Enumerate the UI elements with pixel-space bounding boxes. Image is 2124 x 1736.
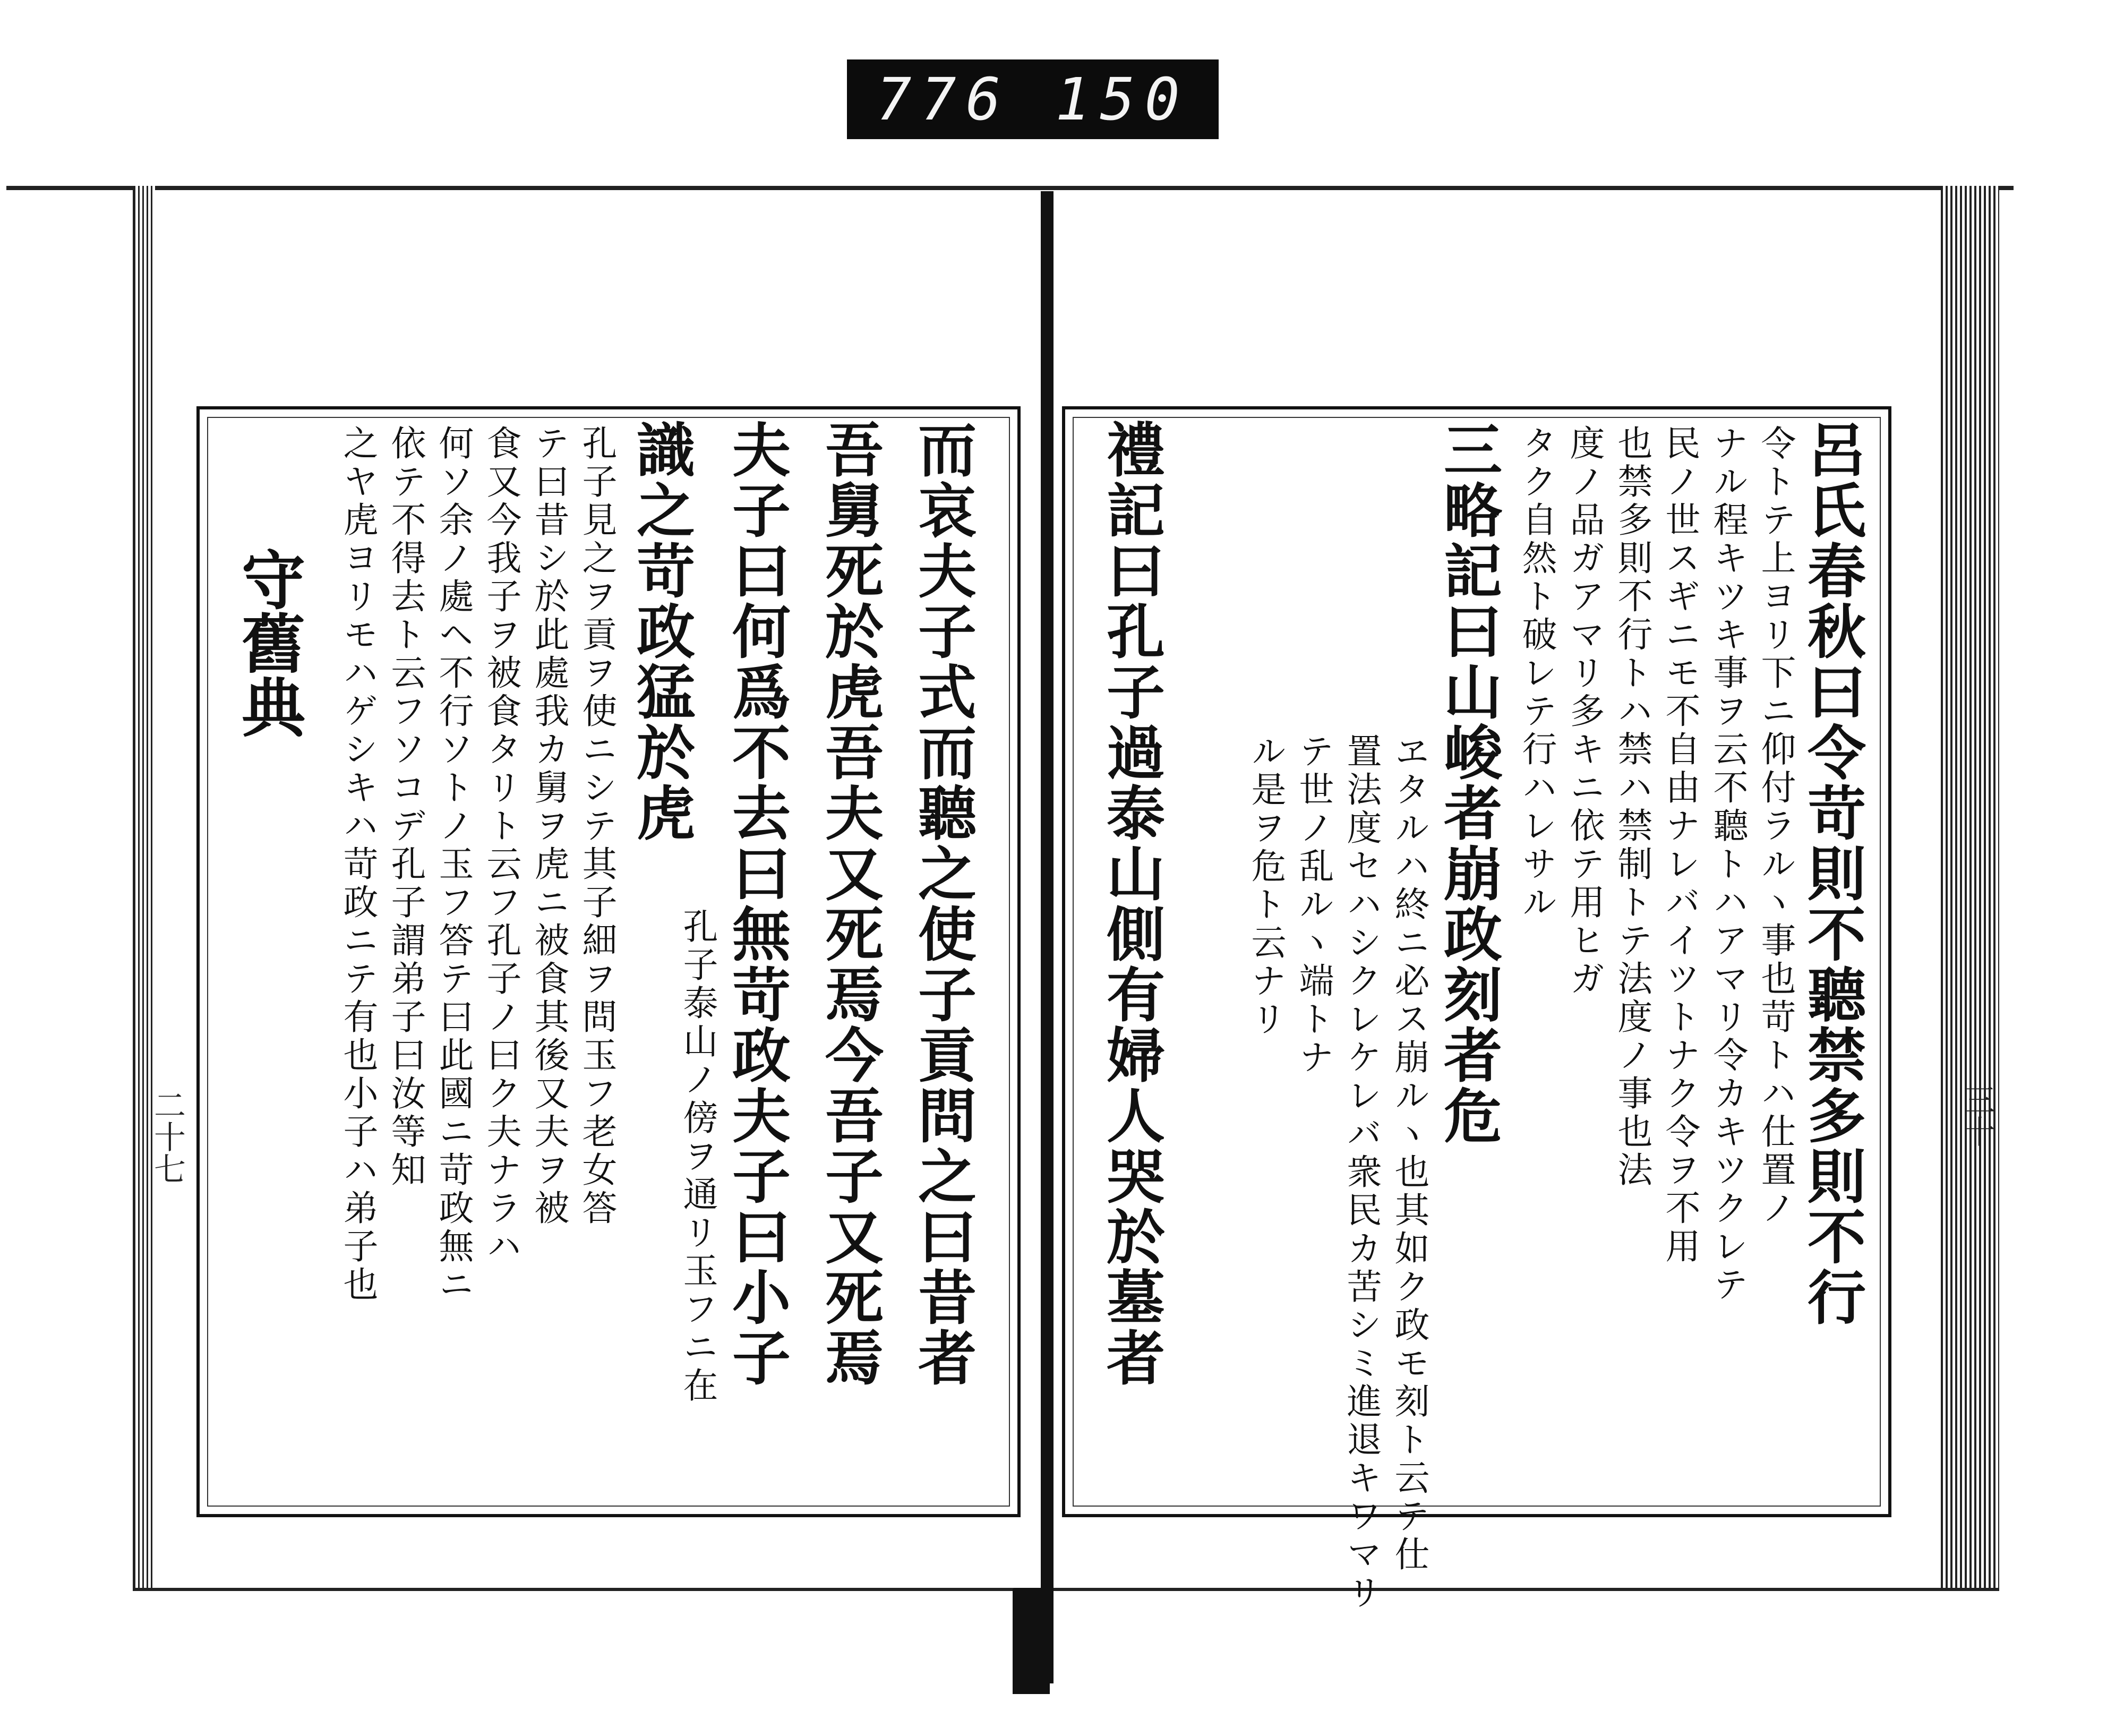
left-col-9: 何ソ余ノ處ヘ不行ソトノ玉フ答テ曰此國ニ苛政無ニ: [433, 425, 474, 1304]
left-col-7: テ曰昔シ於此處我カ舅ヲ虎ニ被食其後又夫ヲ被: [528, 425, 569, 1228]
left-page-edges: [134, 186, 155, 1588]
right-col-13: 禮記曰孔子過泰山側有婦人哭於墓者: [1097, 420, 1166, 1388]
left-col-8: 食又今我子ヲ被食タリト云フ孔子ノ曰ク夫ナラハ: [481, 425, 521, 1266]
right-col-4: 民ノ世スギニモ不自由ナレバイツトナク令ヲ不用: [1659, 425, 1700, 1266]
left-col-6: 孔子見之ヲ貢ヲ使ニシテ其子細ヲ問玉フ老女答: [576, 425, 617, 1228]
archive-id-label: [847, 59, 1219, 139]
right-margin-page-number: 三十: [1958, 1083, 1995, 1147]
left-col-1: 而哀夫子式而聽之使子貢問之曰昔者: [909, 420, 977, 1388]
right-col-5: 也禁多則不行トハ禁ハ禁制トテ法度ノ事也法: [1612, 425, 1652, 1190]
book-spine: [1041, 191, 1054, 1683]
right-col-1: 呂氏春秋曰令苛則不聽禁多則不行: [1798, 420, 1866, 1328]
right-col-6: 度ノ品ガアマリ多キニ依テ用ヒガ: [1564, 425, 1605, 998]
right-col-3: ナル程キツキ事ヲ云不聽トハアマリ令カキツクレテ: [1707, 425, 1748, 1304]
left-margin-page-number: 二十七: [149, 1089, 186, 1184]
right-col-9: ヱタルハ終ニ必ス崩ルヽ也其如ク政モ刻ト云テ仕: [1389, 733, 1429, 1574]
right-col-8: 三略記曰山峻者崩政刻者危: [1434, 420, 1503, 1146]
right-col-7: タク自然ト破レテ行ハレサル: [1516, 425, 1557, 922]
left-col-2: 吾舅死於虎吾夫又死焉今吾子又死焉: [816, 420, 884, 1388]
right-col-2: 令トテ上ヨリ下ニ仰付ラルヽ事也苛トハ仕置ノ: [1755, 425, 1796, 1228]
right-page-edges: [1941, 186, 1999, 1588]
left-col-heading: 守舊典: [231, 547, 306, 738]
left-col-5: 孔子泰山ノ傍ヲ通リ玉フニ在: [677, 908, 718, 1405]
left-col-10: 依テ不得去ト云フソコデ孔子謂弟子曰汝等知: [385, 425, 426, 1190]
spine-foot: [1013, 1588, 1050, 1694]
right-col-11: テ世ノ乱ルヽ端トナ: [1293, 733, 1334, 1077]
left-col-11: 之ヤ虎ヨリモハゲシキハ苛政ニテ有也小子ハ弟子也: [337, 425, 378, 1304]
left-col-4: 識之苛政猛於虎: [627, 420, 696, 843]
right-col-10: 置法度セハシクレケレバ衆民カ苦シミ進退キワマリ: [1341, 733, 1382, 1612]
id-label-text: 776 150: [876, 65, 1189, 133]
left-col-3: 夫子曰何爲不去曰無苛政夫子曰小子: [723, 420, 791, 1388]
right-col-12: ル是ヲ危ト云ナリ: [1245, 733, 1286, 1039]
